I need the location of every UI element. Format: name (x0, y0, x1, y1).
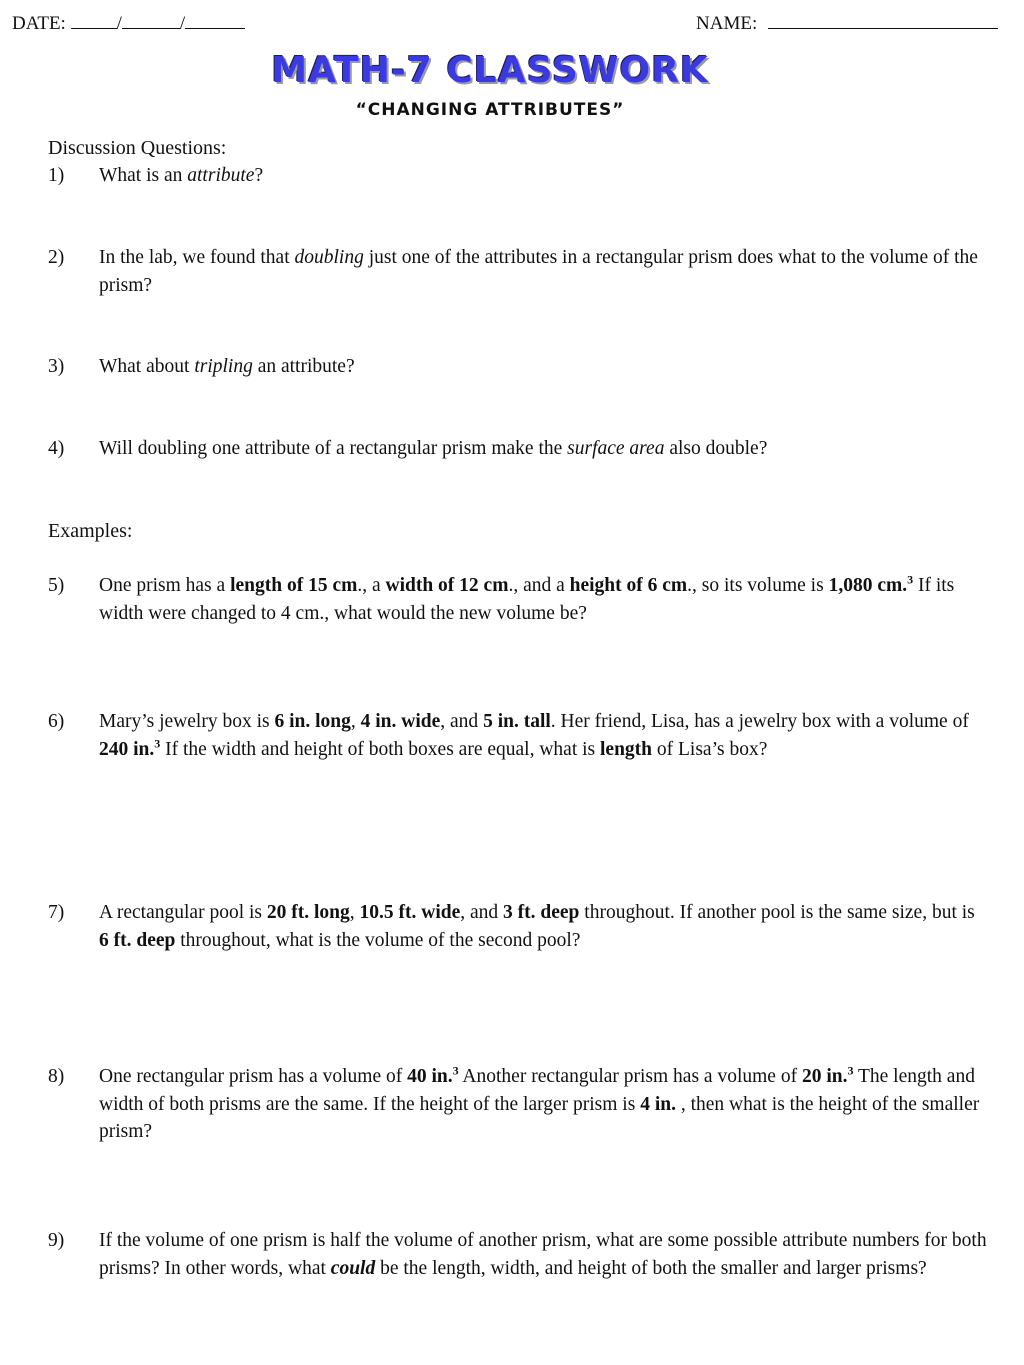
italic-text: doubling (294, 247, 364, 268)
question-number: 6) (48, 711, 65, 732)
text-span: In the lab, we found that (99, 247, 295, 268)
bold-text: 4 in. wide (360, 711, 441, 732)
bold-text: 4 in. (640, 1093, 676, 1115)
text-span: If the volume of one prism is half the volume of another prism, what are some possible attribute numbers for both prisms? In other words, what (99, 1230, 987, 1279)
superscript: 3 (907, 572, 914, 587)
bold-text: 6 in. long (274, 711, 351, 732)
question-text (99, 244, 988, 299)
date-month-blank[interactable] (71, 10, 117, 29)
worksheet-subtitle: “CHANGING ATTRIBUTES” (355, 100, 625, 120)
worksheet-title: MATH-7 CLASSWORK (271, 50, 709, 91)
date-label: DATE: (12, 13, 66, 34)
question-text (99, 1227, 988, 1282)
text-span: ., a (357, 575, 386, 596)
italic-text: tripling (194, 356, 253, 377)
text-span: If the width and height of both boxes are equal, what is (160, 738, 600, 760)
question-number: 7) (48, 902, 65, 923)
text-span: What is an (99, 165, 188, 186)
bold-text: 5 in. tall (483, 711, 551, 732)
question-number: 2) (48, 247, 65, 268)
text-span: , then what is the height of the smaller prism? (99, 1093, 980, 1142)
text-span: What about (99, 356, 195, 377)
bold-text: width of 12 cm (385, 575, 509, 596)
text-span: The length and width of both prisms are the same. If the height of the larger prism is (99, 1066, 975, 1115)
date-separator: / (179, 13, 186, 34)
text-span: be the length, width, and height of both the smaller and larger prisms? (375, 1257, 927, 1279)
question-text (99, 572, 988, 627)
text-span: an attribute? (252, 356, 355, 377)
text-span: . Her friend, Lisa, has a jewelry box with a volume of (550, 711, 969, 732)
bold-text: height of 6 cm (569, 575, 688, 596)
text-span: Another rectangular prism has a volume of (458, 1066, 802, 1087)
bold-text: 40 in. (407, 1066, 453, 1087)
date-year-blank[interactable] (185, 10, 245, 29)
question-text (99, 353, 988, 381)
question-text (99, 708, 988, 763)
text-span: of Lisa’s box? (652, 738, 768, 760)
name-label: NAME: (696, 13, 758, 34)
question-text (99, 162, 988, 190)
bold-text: 20 in. (801, 1066, 848, 1087)
text-span: , and (440, 711, 484, 732)
date-day-blank[interactable] (122, 10, 180, 29)
text-span: just one of the attributes in a rectangular prism does what to the volume of the prism? (99, 247, 978, 296)
bold-text: 20 ft. long (266, 902, 350, 923)
bold-text: length (600, 738, 653, 760)
question-number: 5) (48, 575, 65, 596)
superscript: 3 (847, 1063, 854, 1078)
name-field (696, 10, 998, 35)
bold-text: length of 15 cm (230, 575, 358, 596)
name-blank[interactable] (768, 10, 998, 29)
superscript: 3 (154, 736, 161, 750)
bold-text: 1,080 cm. (828, 575, 908, 596)
examples-heading: Examples: (48, 520, 133, 542)
italic-text: surface area (567, 438, 665, 459)
bold-text: 10.5 ft. wide (359, 902, 461, 923)
text-span: ? (254, 165, 264, 186)
text-span: Mary’s jewelry box is (99, 711, 275, 732)
bold-text: 240 in. (99, 738, 155, 760)
question-number: 1) (48, 165, 65, 186)
question-text (99, 1063, 988, 1146)
text-span: throughout. If another pool is the same size, but is (579, 902, 975, 923)
question-number: 8) (48, 1066, 65, 1087)
text-span: One prism has a (99, 575, 231, 596)
question-number: 9) (48, 1230, 65, 1251)
italic-text: attribute (187, 165, 255, 186)
bold-text: 6 ft. deep (99, 929, 176, 951)
text-span: throughout, what is the volume of the second pool? (175, 929, 581, 951)
bold-text: 3 ft. deep (503, 902, 580, 923)
text-span: One rectangular prism has a volume of (99, 1066, 408, 1087)
text-span: If its width were changed to 4 cm., what would the new volume be? (99, 575, 955, 624)
bold-text: could (330, 1257, 376, 1279)
text-span: , (349, 902, 360, 923)
text-span: ., and a (508, 575, 570, 596)
text-span: also double? (664, 438, 768, 459)
question-number: 4) (48, 438, 65, 459)
text-span: , and (460, 902, 504, 923)
text-span: A rectangular pool is (99, 902, 267, 923)
question-text (99, 435, 988, 463)
question-text (99, 899, 988, 954)
text-span: , (350, 711, 361, 732)
question-number: 3) (48, 356, 65, 377)
discussion-heading: Discussion Questions: (48, 137, 227, 159)
date-separator: / (116, 13, 122, 34)
text-span: Will doubling one attribute of a rectangular prism make the (99, 438, 568, 459)
superscript: 3 (452, 1063, 459, 1078)
text-span: ., so its volume is (687, 575, 829, 596)
date-field (12, 10, 245, 35)
